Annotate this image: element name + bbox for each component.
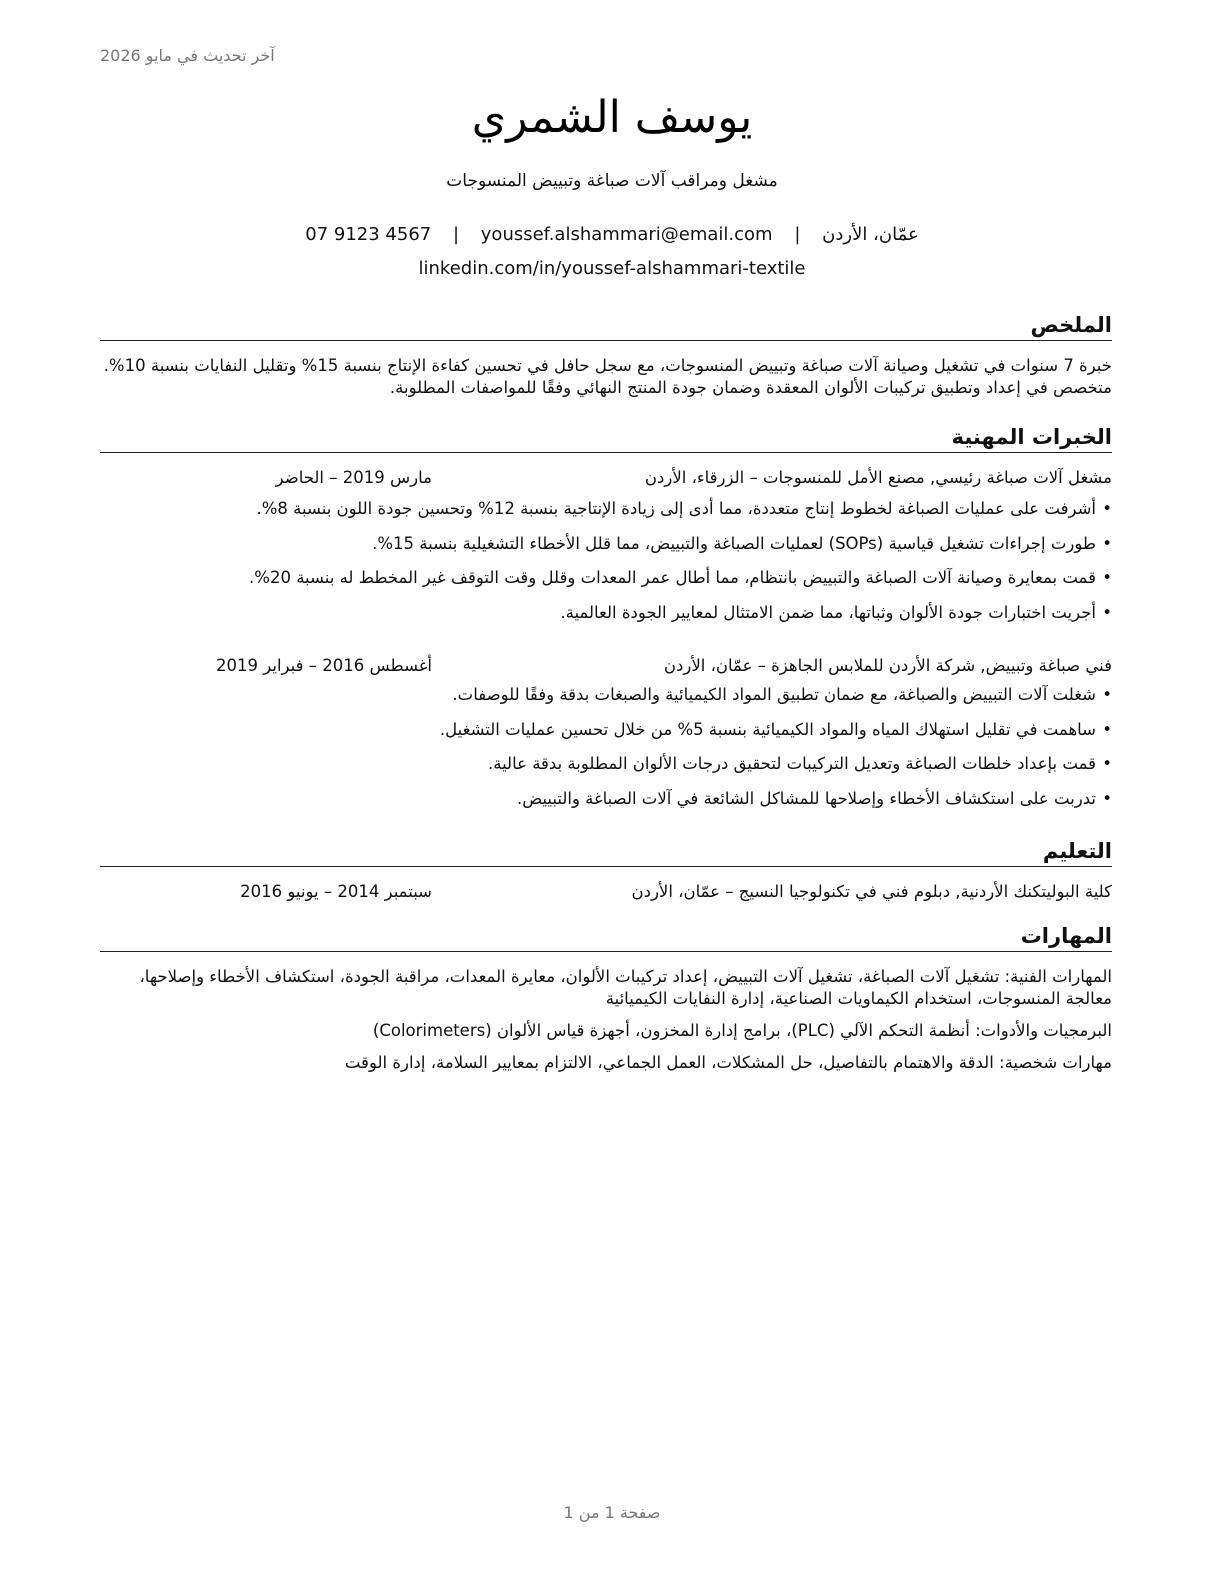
bullet-item: • أشرفت على عمليات الصباغة لخطوط إنتاج متعددة، مما أدى إلى زيادة الإنتاجية بنسبة 12% وتحسين جودة اللون بنسبة 8%. — [100, 492, 1112, 527]
job-dates: مارس 2019 – الحاضر — [275, 468, 432, 487]
section-heading: التعليم — [100, 837, 1112, 867]
bullet-item: • شغلت آلات التبييض والصباغة، مع ضمان تطبيق المواد الكيميائية والصبغات بدقة وفقًا للوصفات. — [100, 678, 1112, 713]
skills-section — [100, 922, 1112, 1084]
job-bullets — [100, 492, 1112, 630]
experience-section — [100, 423, 1112, 453]
summary-text: خبرة 7 سنوات في تشغيل وصيانة آلات صباغة وتبييض المنسوجات، مع سجل حافل في تحسين كفاءة الإنتاج بنسبة 15% وتقليل النفايات بنسبة 10%. متخصص في إعداد وتطبيق تركيبات الألوان المعقدة وضمان جودة المنتج النهائي وفقًا للمواصفات المطلوبة. — [103, 356, 1112, 397]
email-link[interactable]: youssef.alshammari@email.com — [480, 224, 773, 245]
last-updated: آخر تحديث في مايو 2026 — [100, 46, 275, 65]
contact-line — [0, 224, 1224, 245]
section-heading: المهارات — [100, 922, 1112, 952]
skills-line: مهارات شخصية: الدقة والاهتمام بالتفاصيل، حل المشكلات، العمل الجماعي، الالتزام بمعايير السلامة، إدارة الوقت — [344, 1053, 1112, 1072]
bullet-item: • تدربت على استكشاف الأخطاء وإصلاحها للمشاكل الشائعة في آلات الصباغة والتبييض. — [100, 782, 1112, 817]
job-header — [100, 654, 1112, 678]
education-dates: سبتمبر 2014 – يونيو 2016 — [240, 882, 432, 901]
summary-section — [100, 311, 1112, 399]
location: عمّان، الأردن — [822, 224, 919, 245]
job-role-company: مشغل آلات صباغة رئيسي, مصنع الأمل للمنسوجات – الزرقاء، الأردن — [644, 468, 1112, 487]
skills-line: المهارات الفنية: تشغيل آلات الصباغة، تشغيل آلات التبييض، إعداد تركيبات الألوان، معايرة المعدات، مراقبة الجودة، استكشاف الأخطاء وإصلاحها، معالجة المنسوجات، استخدام الكيماويات الصناعية، إدارة النفايات الكيميائية — [139, 967, 1112, 1008]
job-dates: أغسطس 2016 – فبراير 2019 — [216, 656, 432, 675]
education-entry — [100, 880, 1112, 904]
phone: 07 9123 4567 — [305, 224, 432, 245]
section-heading: الخبرات المهنية — [100, 423, 1112, 453]
job-role-company: فني صباغة وتبييض, شركة الأردن للملابس الجاهزة – عمّان، الأردن — [663, 656, 1112, 675]
skills-line: البرمجيات والأدوات: أنظمة التحكم الآلي (PLC)، برامج إدارة المخزون، أجهزة قياس الألوان (Colorimeters) — [372, 1021, 1112, 1040]
job-entry — [100, 466, 1112, 630]
bullet-item: • طورت إجراءات تشغيل قياسية (SOPs) لعمليات الصباغة والتبييض، مما قلل الأخطاء التشغيلية بنسبة 15%. — [100, 527, 1112, 562]
candidate-title: مشغل ومراقب آلات صباغة وتبييض المنسوجات — [446, 171, 778, 191]
education-header — [100, 880, 1112, 904]
page-number: صفحة 1 من 1 — [563, 1503, 661, 1522]
bullet-item: • قمت بمعايرة وصيانة آلات الصباغة والتبييض بانتظام، مما أطال عمر المعدات وقلل وقت التوقف غير المخطط له بنسبة 20%. — [100, 561, 1112, 596]
candidate-name: يوسف الشمري — [471, 92, 753, 143]
separator: | — [794, 224, 801, 245]
bullet-item: • ساهمت في تقليل استهلاك المياه والمواد الكيميائية بنسبة 5% من خلال تحسين عمليات التشغيل. — [100, 713, 1112, 748]
job-bullets — [100, 678, 1112, 816]
linkedin-link[interactable]: linkedin.com/in/youssef-alshammari-textile — [418, 258, 806, 279]
education-section — [100, 837, 1112, 867]
bullet-item: • أجريت اختبارات جودة الألوان وثباتها، مما ضمن الامتثال لمعايير الجودة العالمية. — [100, 596, 1112, 631]
school-degree: كلية البوليتكنك الأردنية, دبلوم فني في تكنولوجيا النسيج – عمّان، الأردن — [631, 882, 1112, 901]
job-header — [100, 466, 1112, 490]
separator: | — [452, 224, 460, 245]
job-entry — [100, 654, 1112, 816]
bullet-item: • قمت بإعداد خلطات الصباغة وتعديل التركيبات لتحقيق درجات الألوان المطلوبة بدقة عالية. — [100, 747, 1112, 782]
section-heading: الملخص — [100, 311, 1112, 341]
